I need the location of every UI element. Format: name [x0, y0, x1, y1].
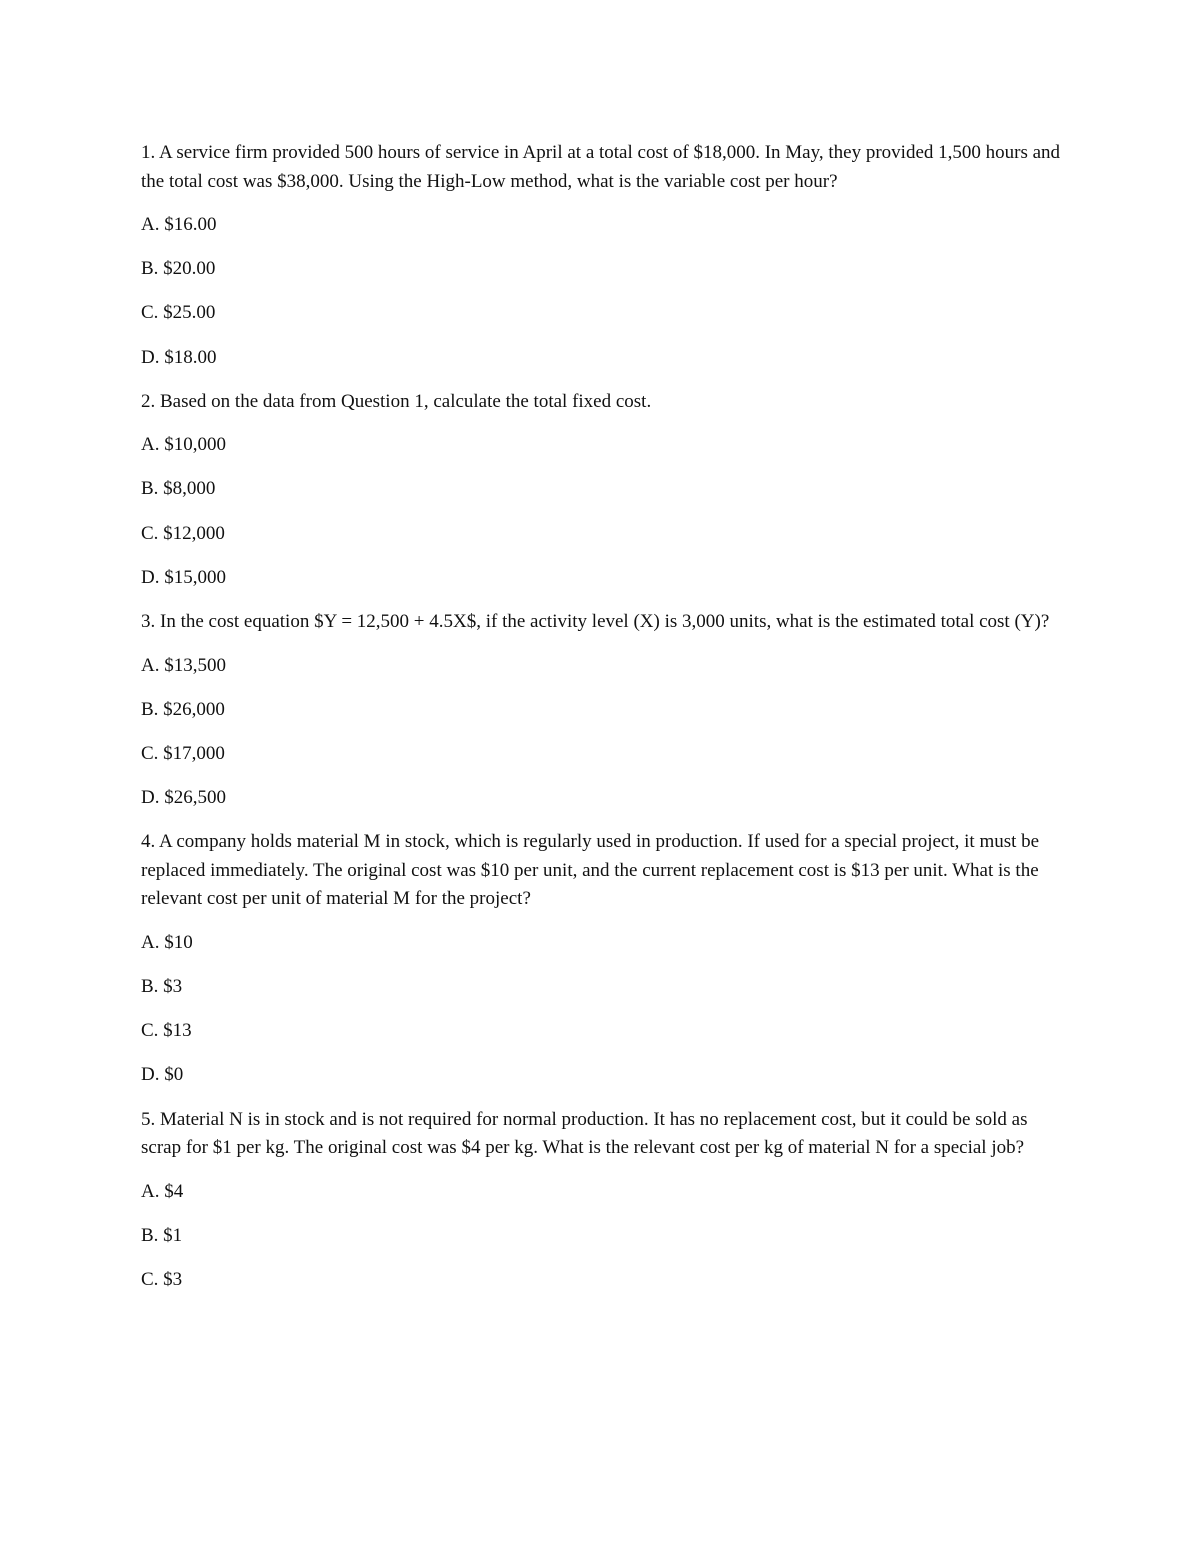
question-1-text: 1. A service firm provided 500 hours of service in April at a total cost of $18,000. In May, they provided 1,500 hours and the total cost was $38,000. Using the High-Low method, what is the variable cost per hour? [141, 142, 1061, 192]
question-1-option-c: C. $25.00 [141, 302, 216, 324]
question-5-text: 5. Material N is in stock and is not required for normal production. It has no replacement cost, but it could be sold as scrap for $1 per kg. The original cost was $4 per kg. What is the relevant cost per kg of material N for a special job? [141, 1108, 1028, 1158]
question-4-option-b: B. $3 [141, 975, 183, 997]
question-3-option-d: D. $26,500 [141, 787, 226, 809]
question-5-option-c: C. $3 [141, 1268, 183, 1290]
question-2-option-c: C. $12,000 [141, 522, 225, 544]
question-3-text: 3. In the cost equation $Y = 12,500 + 4.5X$, if the activity level (X) is 3,000 units, what is the estimated total cost (Y)? [141, 611, 1050, 632]
question-5-option-b: B. $1 [141, 1224, 183, 1246]
question-2-option-d: D. $15,000 [141, 566, 226, 588]
question-4-option-d: D. $0 [141, 1064, 184, 1086]
question-1-option-a: A. $16.00 [141, 214, 217, 235]
question-4-text: 4. A company holds material M in stock, which is regularly used in production. If used for a special project, it must be replaced immediately. The original cost was $10 per unit, and the current replacement cost is $13 per unit. What is the relevant cost per unit of material M for the project? [141, 831, 1040, 910]
question-1-option-b: B. $20.00 [141, 258, 216, 280]
question-4-option-a: A. $10 [141, 931, 193, 953]
question-2-option-b: B. $8,000 [141, 478, 216, 500]
question-2-option-a: A. $10,000 [141, 434, 226, 456]
question-3-option-a: A. $13,500 [141, 654, 226, 676]
question-3-option-c: C. $17,000 [141, 742, 225, 764]
question-2-text: 2. Based on the data from Question 1, calculate the total fixed cost. [141, 390, 652, 412]
question-4-option-c: C. $13 [141, 1020, 192, 1042]
question-5-option-a: A. $4 [141, 1180, 184, 1202]
question-3-option-b: B. $26,000 [141, 698, 225, 720]
document-page [141, 139, 1061, 1310]
question-1-option-d: D. $18.00 [141, 346, 217, 368]
